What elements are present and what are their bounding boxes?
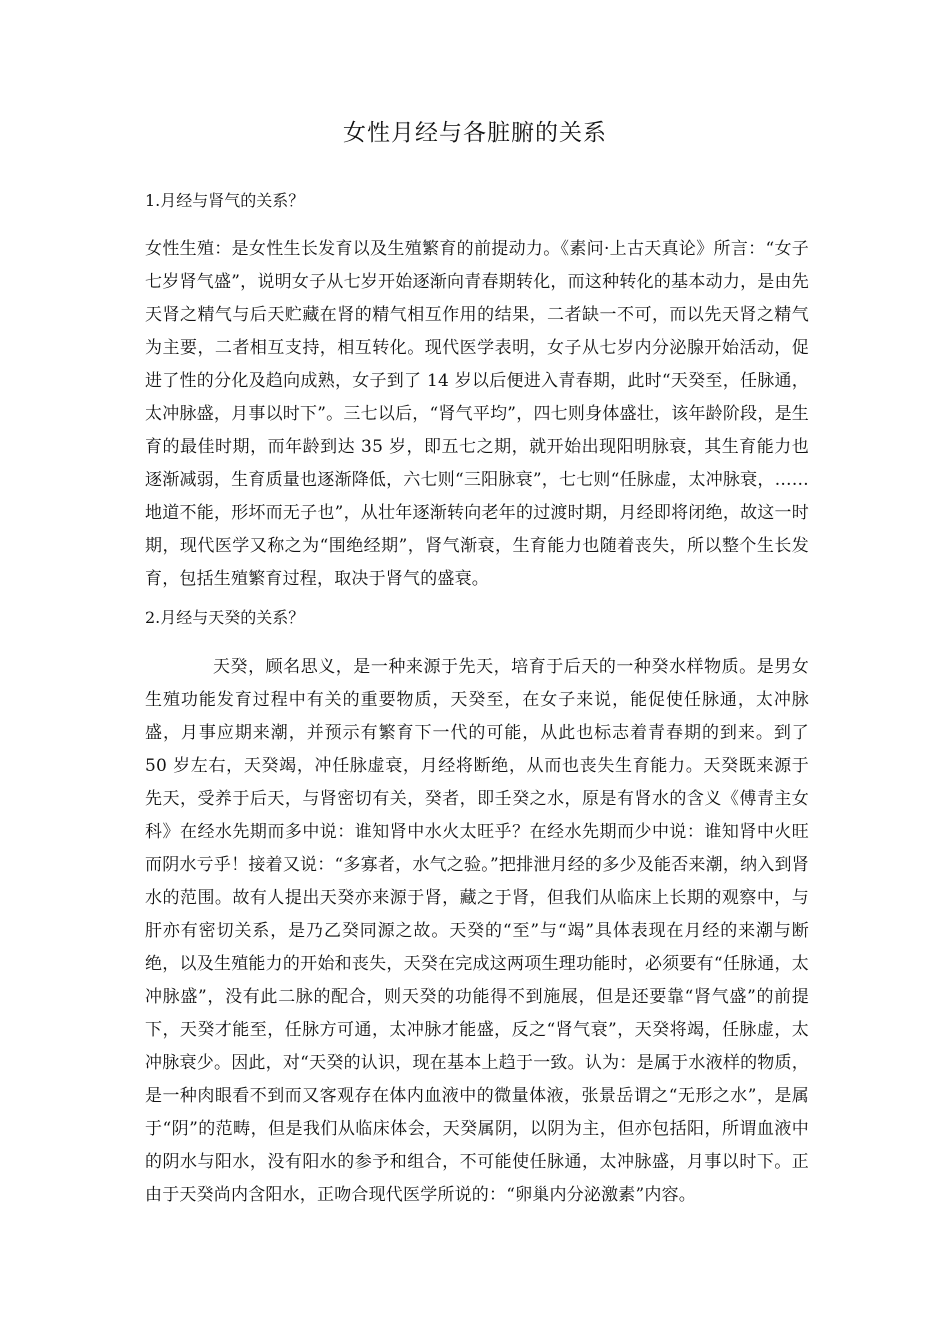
- section-body-kidney-qi: 女性生殖：是女性生长发育以及生殖繁育的前提动力。《素问·上古天真论》所言：“女子七岁肾气盛”，说明女子从七岁开始逐渐向青春期转化，而这种转化的基本动力，是由先天肾之精气与后天贮藏在肾的精气相互作用的结果，二者缺一不可，而以先天肾之精气为主要，二者相互支持，相互转化。现代医学表明，女子从七岁内分泌腺开始活动，促进了性的分化及趋向成熟，女子到了 14 岁以后便进入青春期，此时“天癸至，任脉通，太冲脉盛，月事以时下”。三七以后，“肾气平均”，四七则身体盛壮，该年龄阶段，是生育的最佳时期，而年龄到达 35 岁，即五七之期，就开始出现阳明脉衰，其生育能力也逐渐减弱，生育质量也逐渐降低，六七则“三阳脉衰”，七七则“任脉虚，太冲脉衰，……地道不能，形坏而无子也”，从壮年逐渐转向老年的过渡时期，月经即将闭绝，故这一时期，现代医学又称之为“围绝经期”，肾气渐衰，生育能力也随着丧失，所以整个生长发育，包括生殖繁育过程，取决于肾气的盛衰。: [145, 239, 809, 589]
- section-heading-kidney-qi: 1.月经与肾气的关系？: [145, 191, 305, 210]
- section-heading-tiangui: 2.月经与天癸的关系？: [145, 608, 305, 627]
- document-title: 女性月经与各脏腑的关系: [343, 120, 607, 146]
- section-body-tiangui: 天癸，顾名思义，是一种来源于先天，培育于后天的一种癸水样物质。是男女生殖功能发育过程中有关的重要物质，天癸至，在女子来说，能促使任脉通，太冲脉盛，月事应期来潮，并预示有繁育下一代的可能，从此也标志着青春期的到来。到了 50 岁左右，天癸竭，冲任脉虚衰，月经将断绝，从而也丧失生育能力。天癸既来源于先天，受养于后天，与肾密切有关，癸者，即壬癸之水，原是有肾水的含义《傅青主女科》在经水先期而多中说：谁知肾中水火太旺乎？在经水先期而少中说：谁知肾中火旺而阴水亏乎！接着又说：“多寡者，水气之验。”把排泄月经的多少及能否来潮，纳入到肾水的范围。故有人提出天癸亦来源于肾，藏之于肾，但我们从临床上长期的观察中，与肝亦有密切关系，是乃乙癸同源之故。天癸的“至”与“竭”具体表现在月经的来潮与断绝，以及生殖能力的开始和丧失，天癸在完成这两项生理功能时，必须要有“任脉通，太冲脉盛”，没有此二脉的配合，则天癸的功能得不到施展，但是还要靠“肾气盛”的前提下，天癸才能至，任脉方可通，太冲脉才能盛，反之“肾气衰”，天癸将竭，任脉虚，太冲脉衰少。因此，对“天癸的认识，现在基本上趋于一致。认为：是属于水液样的物质，是一种肉眼看不到而又客观存在体内血液中的微量体液，张景岳谓之“无形之水”，是属于“阴”的范畴，但是我们从临床体会，天癸属阴，以阴为主，但亦包括阳，所谓血液中的阴水与阳水，没有阳水的参予和组合，不可能使任脉通，太冲脉盛，月事以时下。正由于天癸尚内含阳水，正吻合现代医学所说的：“卵巢内分泌激素”内容。: [145, 657, 809, 1205]
